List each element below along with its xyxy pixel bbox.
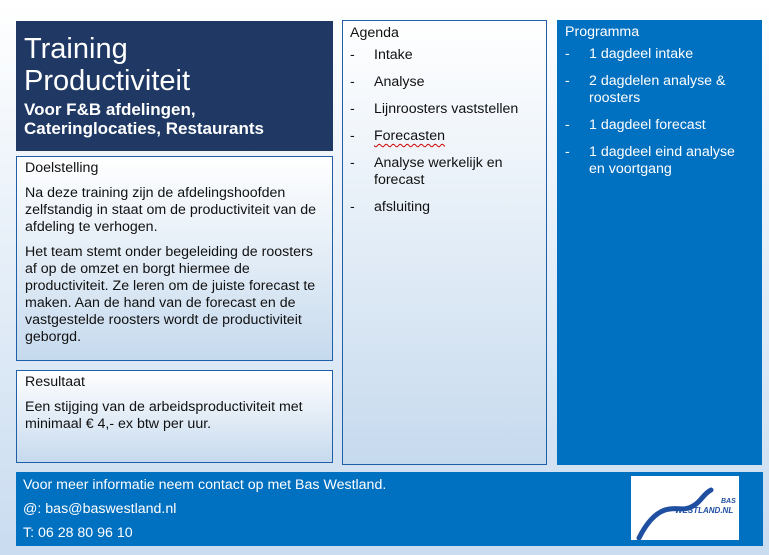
list-item [350, 128, 539, 145]
resultaat-text: Een stijging van de arbeidsproductiviteit met minimaal € 4,- ex btw per uur. [25, 399, 303, 432]
agenda-box [342, 20, 547, 465]
title-line-1: Training [24, 33, 128, 65]
list-item [565, 46, 754, 63]
doelstelling-paragraph-1: Na deze training zijn de afdelingshoofden zelfstandig in staat om de productiviteit van de afdeling te verhogen. [25, 185, 317, 235]
agenda-item-label: Analyse [374, 74, 425, 90]
list-item [350, 101, 539, 118]
doelstelling-paragraph-2: Het team stemt onder begeleiding de roosters af op de omzet en borgt hiermee de productiviteit. Ze leren om de juiste forecast te maken. Aan de hand van de forecast en de vastgestelde roosters wordt de productiviteit geborgd. [25, 244, 316, 345]
page-title [24, 33, 325, 97]
bullet-dash: - [350, 128, 355, 144]
contact-info-text: Voor meer informatie neem contact op met Bas Westland. [23, 477, 387, 493]
list-item [350, 74, 539, 91]
doelstelling-heading: Doelstelling [25, 160, 99, 176]
bullet-dash: - [350, 199, 355, 215]
subtitle-line-2: Cateringlocaties, Restaurants [24, 119, 264, 138]
bullet-dash: - [565, 144, 570, 160]
programma-list [565, 46, 754, 178]
list-item [565, 73, 754, 107]
programma-item-label: 2 dagdelen analyse & roosters [589, 73, 726, 106]
bullet-dash: - [565, 117, 570, 133]
bullet-dash: - [350, 74, 355, 90]
list-item [350, 199, 539, 216]
list-item [350, 47, 539, 64]
logo-swoosh-icon [631, 476, 739, 540]
subtitle-line-1: Voor F&B afdelingen, [24, 100, 196, 119]
bullet-dash: - [565, 73, 570, 89]
bullet-dash: - [350, 47, 355, 63]
agenda-item-label: Lijnroosters vaststellen [374, 101, 519, 117]
baswestland-logo [631, 476, 739, 540]
doelstelling-box [16, 156, 333, 361]
page-subtitle [24, 100, 325, 138]
bullet-dash: - [350, 101, 355, 117]
bullet-dash: - [350, 155, 355, 171]
title-line-2: Productiviteit [24, 65, 191, 97]
list-item [565, 144, 754, 178]
programma-box [557, 20, 762, 465]
resultaat-heading: Resultaat [25, 374, 85, 390]
agenda-item-label: Analyse werkelijk en forecast [374, 155, 503, 188]
programma-heading: Programma [565, 24, 640, 40]
logo-text-bas: BAS [721, 498, 736, 505]
agenda-item-label: Forecasten [374, 128, 445, 144]
bullet-dash: - [565, 46, 570, 62]
programma-item-label: 1 dagdeel forecast [589, 117, 706, 133]
agenda-list [350, 47, 539, 216]
agenda-item-label: afsluiting [374, 199, 430, 215]
agenda-item-label: Intake [374, 47, 413, 63]
programma-item-label: 1 dagdeel eind analyse en voortgang [589, 144, 735, 177]
contact-phone: T: 06 28 80 96 10 [23, 525, 133, 541]
title-box [16, 21, 333, 151]
programma-item-label: 1 dagdeel intake [589, 46, 694, 62]
list-item [565, 117, 754, 134]
resultaat-box [16, 370, 333, 463]
logo-text-main: WESTLAND.NL [675, 506, 734, 515]
list-item [350, 155, 539, 189]
agenda-heading: Agenda [350, 25, 399, 41]
contact-email[interactable]: @: bas@baswestland.nl [23, 501, 177, 517]
